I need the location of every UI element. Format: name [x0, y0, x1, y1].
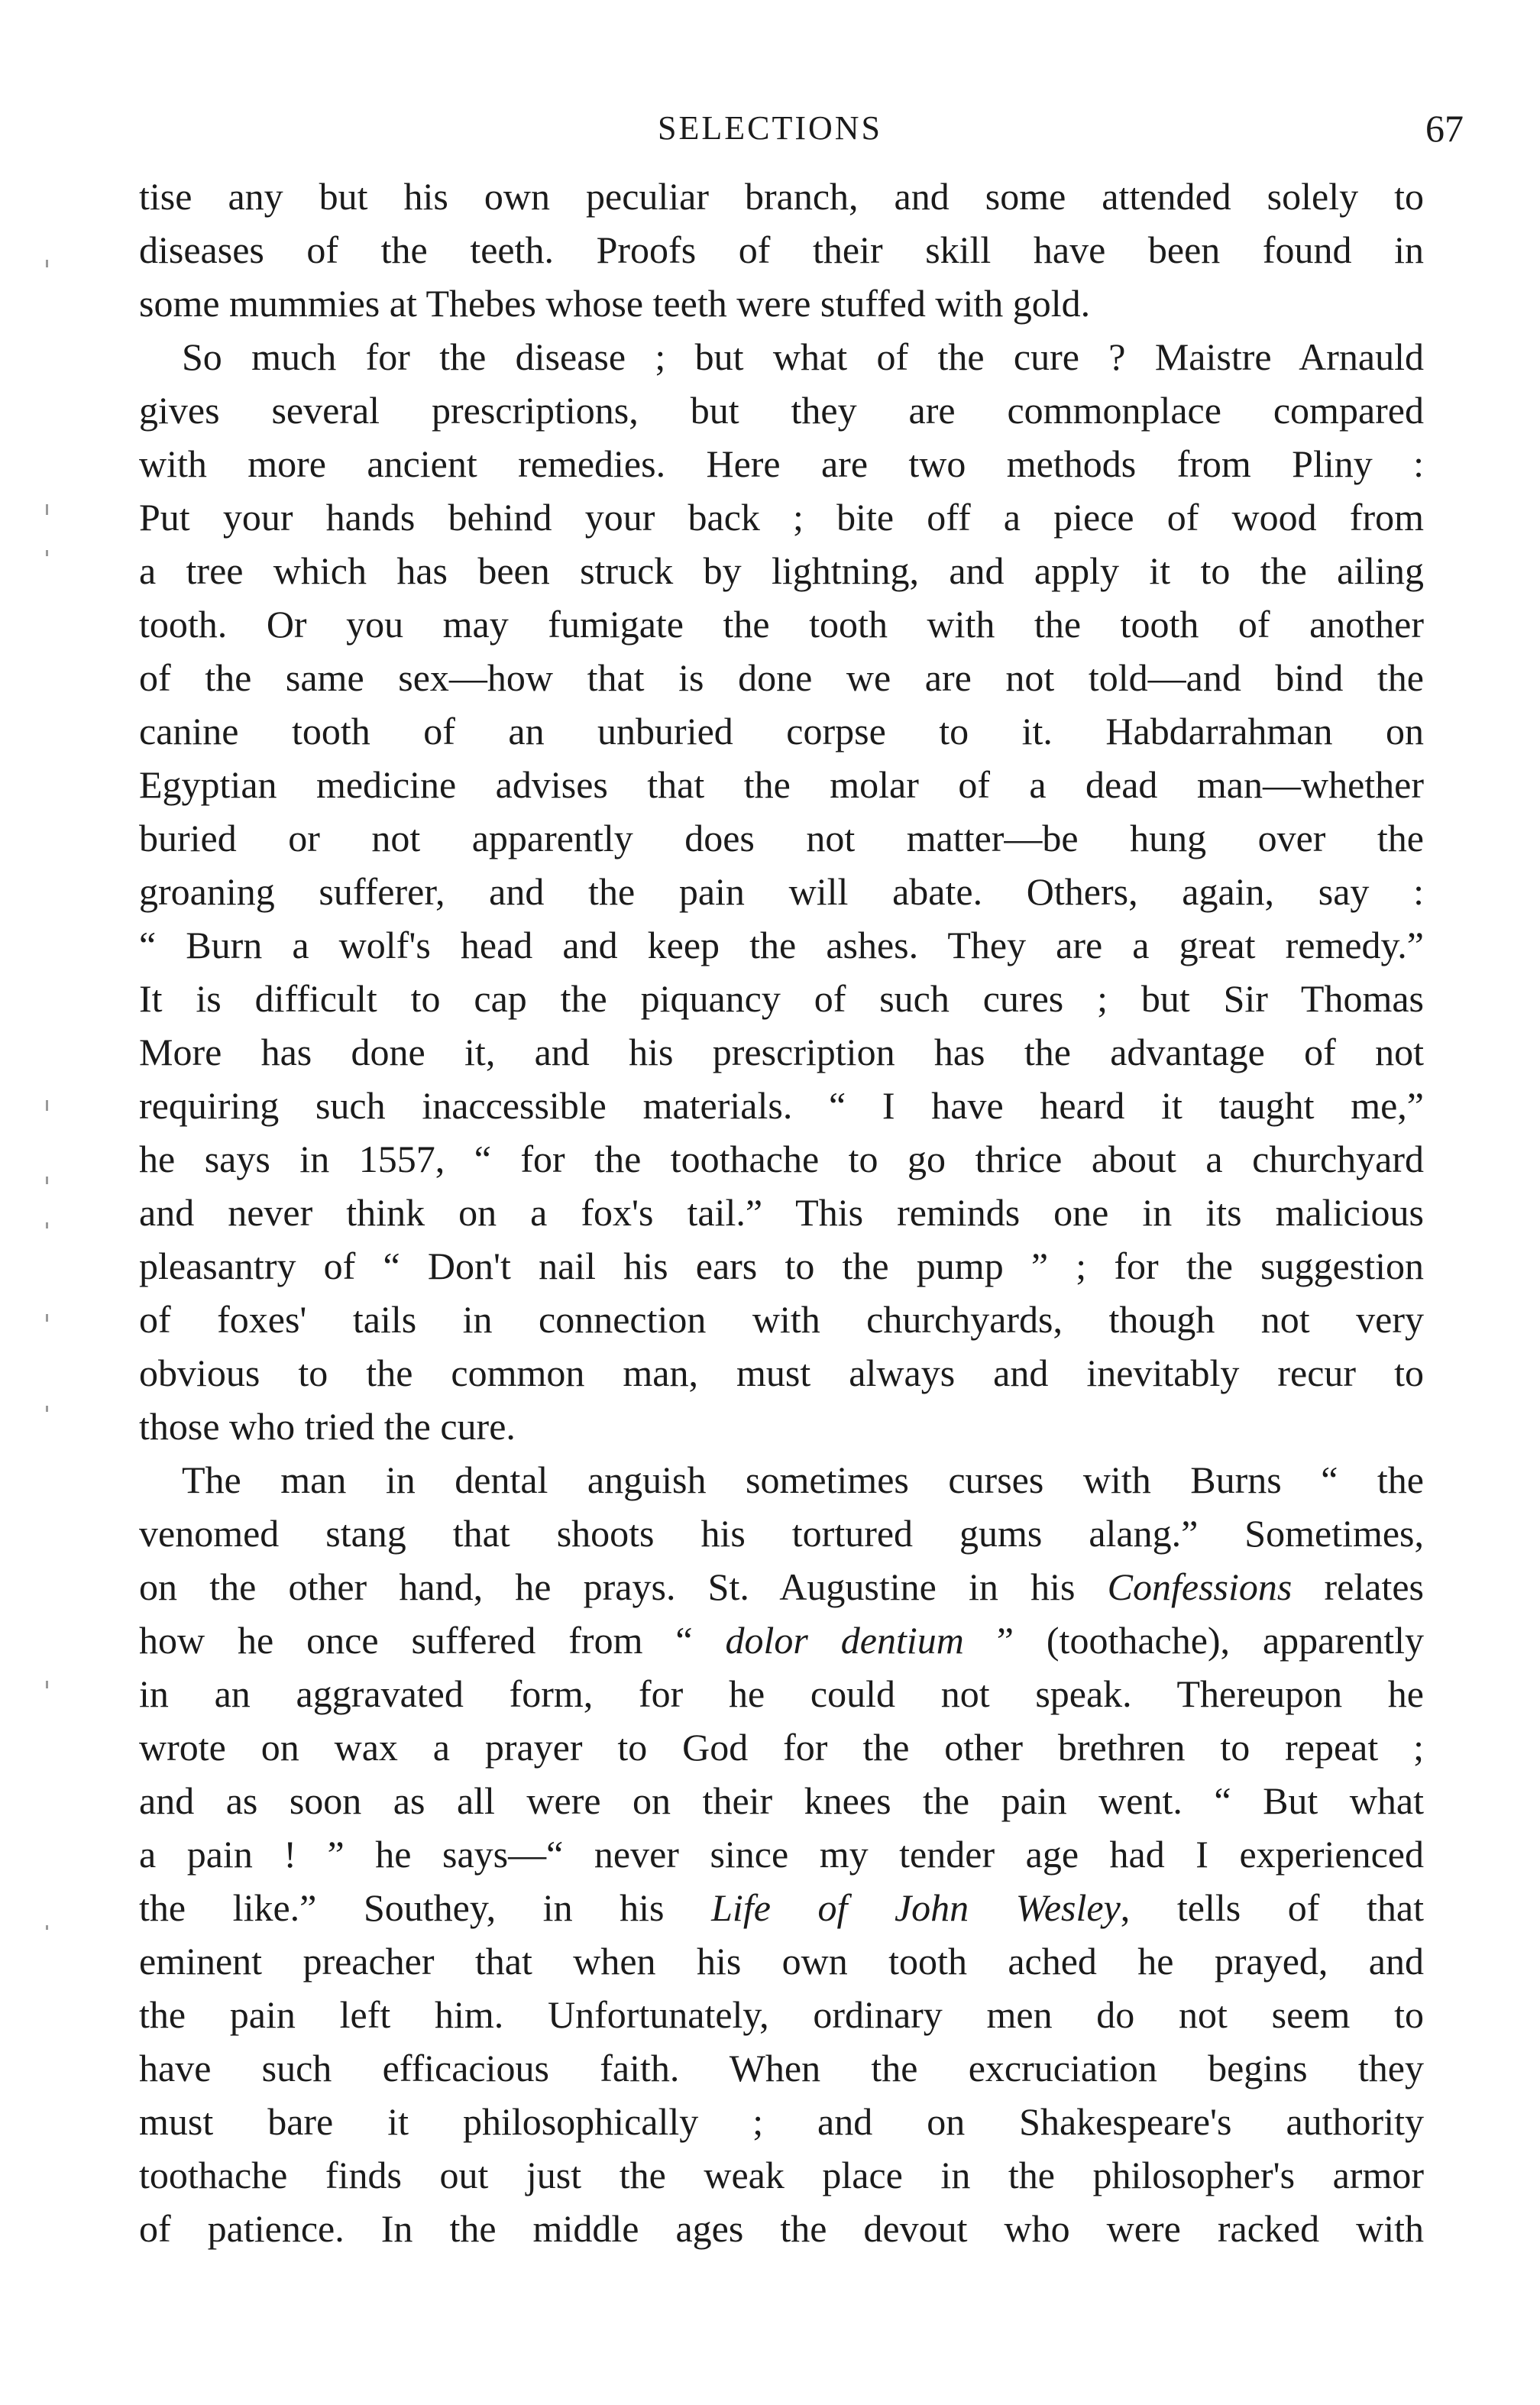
- text-line: eminent preacher that when his own tooth ached he prayed, and: [139, 1940, 1424, 1983]
- text-line: buried or not apparently does not matter—be hung over the: [139, 817, 1424, 859]
- running-head: [0, 98, 1540, 159]
- body-text: [139, 170, 1424, 2255]
- text-line: toothache finds out just the weak place in the philosopher's armor: [139, 2154, 1424, 2196]
- paragraph: [139, 1453, 1424, 2255]
- text-line: how he once suffered from “ dolor dentium ” (toothache), apparently: [139, 1619, 1424, 1662]
- text-line: with more ancient remedies. Here are two methods from Pliny :: [139, 442, 1424, 485]
- paragraph: [139, 330, 1424, 1453]
- paragraph: [139, 170, 1424, 330]
- text-line: wrote on wax a prayer to God for the other brethren to repeat ;: [139, 1726, 1424, 1769]
- text-line: It is difficult to cap the piquancy of such cures ; but Sir Thomas: [139, 977, 1424, 1020]
- running-title: SELECTIONS: [658, 109, 882, 147]
- text-line: have such efficacious faith. When the excruciation begins they: [139, 2047, 1424, 2089]
- text-line: groaning sufferer, and the pain will abate. Others, again, say :: [139, 870, 1424, 913]
- text-line: gives several prescriptions, but they are commonplace compared: [139, 389, 1424, 432]
- text-line: tise any but his own peculiar branch, and some attended solely to: [139, 175, 1424, 218]
- text-line: of patience. In the middle ages the devout who were racked with: [139, 2207, 1424, 2250]
- text-line: of foxes' tails in connection with churchyards, though not very: [139, 1298, 1424, 1341]
- text-line: and never think on a fox's tail.” This reminds one in its malicious: [139, 1191, 1424, 1234]
- text-line: and as soon as all were on their knees the pain went. “ But what: [139, 1779, 1424, 1822]
- text-line: venomed stang that shoots his tortured gums alang.” Sometimes,: [139, 1512, 1424, 1555]
- text-line: a pain ! ” he says—“ never since my tender age had I experienced: [139, 1833, 1424, 1876]
- text-line: More has done it, and his prescription has the advantage of not: [139, 1031, 1424, 1073]
- text-line: Egyptian medicine advises that the molar of a dead man—whether: [139, 763, 1424, 806]
- text-line: must bare it philosophically ; and on Shakespeare's authority: [139, 2100, 1424, 2143]
- text-line: So much for the disease ; but what of the cure ? Maistre Arnauld: [182, 335, 1424, 378]
- text-line: tooth. Or you may fumigate the tooth with the tooth of another: [139, 603, 1424, 646]
- text-line: a tree which has been struck by lightning, and apply it to the ailing: [139, 549, 1424, 592]
- text-line: obvious to the common man, must always and inevitably recur to: [139, 1351, 1424, 1394]
- text-line: pleasantry of “ Don't nail his ears to the pump ” ; for the suggestion: [139, 1245, 1424, 1287]
- text-line: of the same sex—how that is done we are not told—and bind the: [139, 656, 1424, 699]
- page-number: 67: [1425, 107, 1464, 150]
- text-line: those who tried the cure.: [139, 1405, 516, 1448]
- text-line: some mummies at Thebes whose teeth were stuffed with gold.: [139, 282, 1091, 325]
- text-line: The man in dental anguish sometimes curses with Burns “ the: [182, 1458, 1424, 1501]
- text-line: Put your hands behind your back ; bite off a piece of wood from: [139, 496, 1424, 539]
- text-line: “ Burn a wolf's head and keep the ashes. They are a great remedy.”: [139, 924, 1424, 966]
- text-line: he says in 1557, “ for the toothache to go thrice about a churchyard: [139, 1138, 1424, 1180]
- text-line: the like.” Southey, in his Life of John Wesley, tells of that: [139, 1886, 1424, 1929]
- text-line: in an aggravated form, for he could not speak. Thereupon he: [139, 1672, 1424, 1715]
- text-line: on the other hand, he prays. St. Augustine in his Confessions relates: [139, 1565, 1424, 1608]
- text-line: diseases of the teeth. Proofs of their skill have been found in: [139, 228, 1424, 271]
- text-line: the pain left him. Unfortunately, ordinary men do not seem to: [139, 1993, 1424, 2036]
- text-line: canine tooth of an unburied corpse to it. Habdarrahman on: [139, 710, 1424, 753]
- margin-specks: [40, 229, 55, 1986]
- text-line: requiring such inaccessible materials. “ I have heard it taught me,”: [139, 1084, 1424, 1127]
